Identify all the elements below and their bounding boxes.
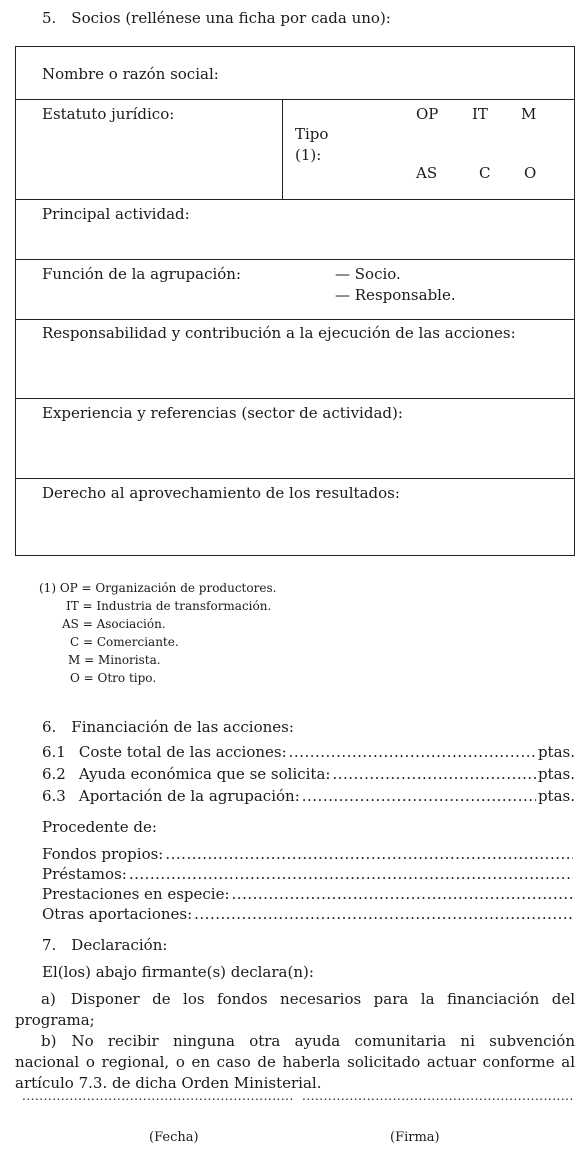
origin-label: Procedente de:: [42, 818, 157, 836]
footnote: AS = Asociación.: [62, 617, 166, 631]
date-line[interactable]: [22, 1092, 295, 1102]
declaration-item-a: a) Disponer de los fondos necesarios para la financiación del programa;: [15, 990, 575, 1029]
item-label: Ayuda económica que se solicita:: [78, 765, 331, 783]
date-label: (Fecha): [149, 1130, 199, 1145]
divider: [16, 319, 574, 320]
type-code-it[interactable]: IT: [472, 105, 488, 123]
section-5-title: 5. Socios (rellénese una ficha por cada uno):: [42, 9, 391, 27]
responsibility-field-label[interactable]: Responsabilidad y contribución a la ejecución de las acciones:: [42, 324, 516, 342]
footnote: IT = Industria de transformación.: [66, 599, 272, 613]
type-code-op[interactable]: OP: [416, 105, 439, 123]
item-number: 6.3: [42, 787, 66, 805]
item-label: Aportación de la agrupación:: [78, 787, 300, 805]
type-code-as[interactable]: AS: [416, 164, 438, 182]
item-number: 6.1: [42, 743, 66, 761]
source-label: Préstamos:: [42, 865, 127, 883]
fill-dots: [194, 905, 573, 923]
loans-line[interactable]: [42, 865, 575, 883]
divider: [16, 478, 574, 479]
divider: [16, 398, 574, 399]
name-field-label[interactable]: Nombre o razón social:: [42, 65, 219, 83]
own-funds-line[interactable]: [42, 845, 575, 863]
in-kind-line[interactable]: [42, 885, 575, 903]
divider: [16, 259, 574, 260]
divider: [16, 99, 574, 100]
fill-dots: [165, 845, 573, 863]
legal-status-field-label[interactable]: Estatuto jurídico:: [42, 105, 175, 123]
cost-line[interactable]: [42, 743, 575, 761]
type-code-c[interactable]: C: [479, 164, 491, 182]
option-partner[interactable]: — Socio.: [335, 265, 401, 283]
fill-dots: [302, 787, 536, 805]
type-code-m[interactable]: M: [521, 105, 537, 123]
unit-label: ptas.: [537, 765, 575, 783]
contribution-line[interactable]: [42, 787, 575, 805]
declaration-intro: El(los) abajo firmante(s) declara(n):: [42, 963, 314, 981]
section-6-title: 6. Financiación de las acciones:: [42, 718, 294, 736]
fill-dots: [232, 885, 573, 903]
option-responsible[interactable]: — Responsable.: [335, 286, 456, 304]
main-activity-field-label[interactable]: Principal actividad:: [42, 205, 190, 223]
fill-dots: [332, 765, 535, 783]
footnote: C = Comerciante.: [70, 635, 179, 649]
type-code-o[interactable]: O: [524, 164, 537, 182]
item-number: 6.2: [42, 765, 66, 783]
experience-field-label[interactable]: Experiencia y referencias (sector de actividad):: [42, 404, 403, 422]
footnote: O = Otro tipo.: [70, 671, 157, 685]
declaration-item-b: b) No recibir ninguna otra ayuda comunitaria ni subvención nacional o regional, o en caso de haberla solicitado actuar conforme al artículo 7.3. de dicha Orden Ministerial.: [15, 1032, 575, 1092]
signature-line[interactable]: [302, 1092, 575, 1102]
section-7-title: 7. Declaración:: [42, 936, 168, 954]
divider: [282, 99, 283, 199]
partner-form-table: [15, 46, 575, 556]
aid-line[interactable]: [42, 765, 575, 783]
item-label: Coste total de las acciones:: [78, 743, 287, 761]
other-contributions-line[interactable]: [42, 905, 575, 923]
type-label-note: (1):: [295, 146, 322, 164]
source-label: Otras aportaciones:: [42, 905, 193, 923]
signature-label: (Firma): [390, 1130, 440, 1145]
footnote: M = Minorista.: [68, 653, 161, 667]
fill-dots: [129, 865, 573, 883]
fill-dots: [289, 743, 536, 761]
source-label: Prestaciones en especie:: [42, 885, 230, 903]
results-rights-field-label[interactable]: Derecho al aprovechamiento de los resultados:: [42, 484, 400, 502]
type-label: Tipo: [295, 125, 329, 143]
unit-label: ptas.: [537, 787, 575, 805]
divider: [16, 199, 574, 200]
grouping-function-field-label: Función de la agrupación:: [42, 265, 242, 283]
footnote: (1) OP = Organización de productores.: [39, 581, 277, 595]
unit-label: ptas.: [537, 743, 575, 761]
source-label: Fondos propios:: [42, 845, 164, 863]
